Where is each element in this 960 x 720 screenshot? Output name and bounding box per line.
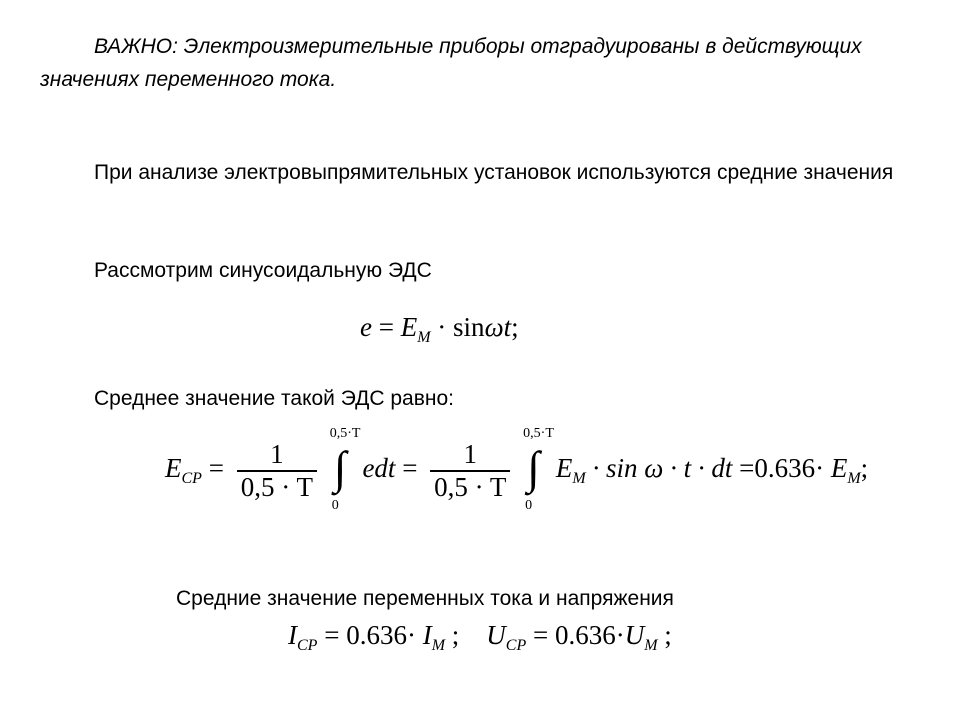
integral-upper-limit: 0,5·T [329, 426, 361, 441]
subscript-M: M [644, 637, 658, 654]
integrand-sin-omega-t-dt: · sin ω · t · dt [592, 453, 733, 484]
semicolon: ; [860, 453, 869, 484]
fraction-numerator: 1 [270, 439, 284, 470]
integral-upper-limit: 0,5·T [523, 426, 554, 441]
fraction-2 [430, 439, 510, 503]
formula-average-emf [165, 426, 869, 513]
symbol-E: E [555, 453, 573, 484]
coefficient: 0.636· [346, 620, 416, 650]
coefficient: 0.636· [554, 620, 625, 650]
integrand-edt: edt [362, 453, 396, 484]
symbol-E: E [165, 453, 182, 484]
integral-1 [329, 426, 361, 513]
subscript-CP: CP [297, 637, 318, 654]
integral-lower-limit: 0 [525, 498, 533, 513]
symbol-e: e [360, 312, 372, 342]
fraction-1 [237, 439, 317, 503]
equals-sign: = [739, 453, 755, 484]
subscript-M: M [417, 329, 431, 346]
integral-sign: ∫ [527, 442, 540, 493]
equals-sign: = [532, 620, 549, 650]
equals-sign: = [402, 453, 418, 484]
semicolon: ; [664, 620, 672, 650]
dot-operator: · [437, 312, 447, 342]
coefficient: 0.636· [754, 453, 825, 484]
symbol-U: U [624, 620, 645, 650]
semicolon: ; [511, 312, 519, 342]
omega-t: ωt [484, 312, 512, 342]
symbol-I: I [422, 620, 432, 650]
fraction-numerator: 1 [463, 439, 478, 470]
integral-2 [523, 426, 554, 513]
subscript-M: M [847, 470, 861, 488]
fraction-denominator: 0,5 · T [434, 471, 507, 502]
paragraph-sinusoidal: Рассмотрим синусоидальную ЭДС [94, 259, 432, 282]
subscript-CP: CP [181, 470, 202, 488]
integral-lower-limit: 0 [331, 498, 339, 513]
formula-current-voltage [288, 620, 672, 654]
subscript-M: M [572, 470, 586, 488]
subscript-M: M [431, 637, 446, 654]
fraction-denominator: 0,5 · T [240, 471, 313, 502]
integral-sign: ∫ [333, 442, 347, 493]
symbol-E: E [830, 453, 848, 484]
paragraph-analysis: При анализе электровыпрямительных установок используются средние значения [94, 161, 894, 184]
sin-function: sin [453, 312, 485, 342]
paragraph-current-voltage: Средние значение переменных тока и напряжения [176, 587, 674, 610]
paragraph-average: Среднее значение такой ЭДС равно: [94, 387, 454, 410]
equals-sign: = [324, 620, 340, 650]
symbol-U: U [486, 620, 506, 650]
equals-sign: = [208, 453, 224, 484]
semicolon: ; [451, 620, 460, 650]
formula-emf [360, 312, 519, 346]
subscript-CP: CP [505, 637, 527, 654]
symbol-I: I [288, 620, 297, 650]
important-note: ВАЖНО: Электроизмерительные приборы отградуированы в действующих значениях переменного тока. [40, 35, 862, 91]
equals-sign: = [378, 312, 394, 342]
symbol-E: E [400, 312, 418, 342]
